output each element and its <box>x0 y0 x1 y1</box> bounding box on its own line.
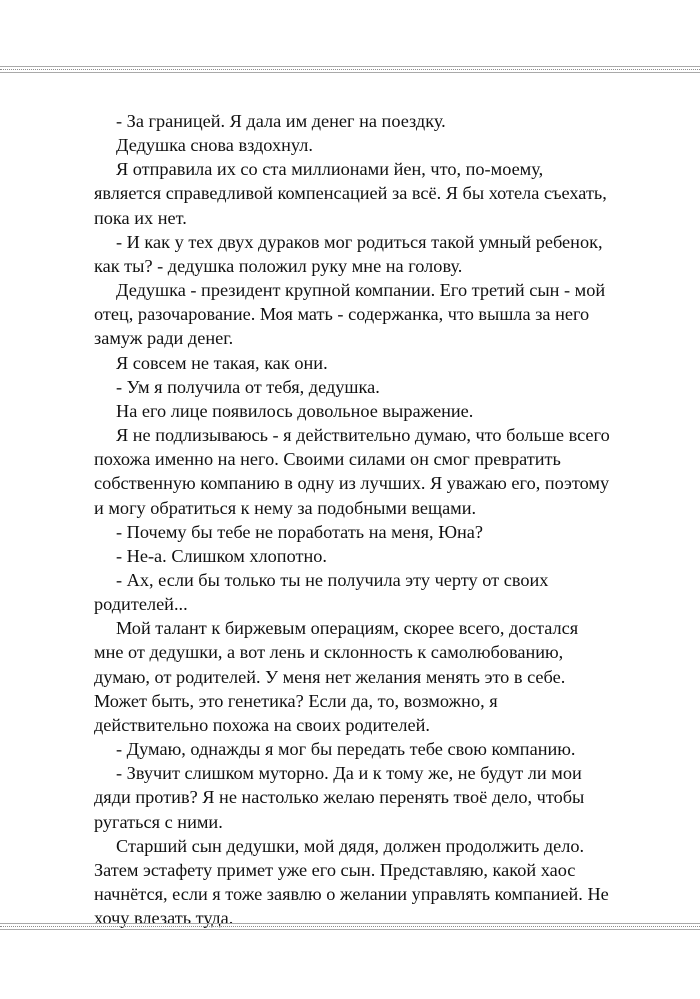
paragraph: Я не подлизываюсь - я действительно думаю, что больше всего похожа именно на него. Своими силами он смог превратить собственную компанию в одну из лучших. Я уважаю его, поэтому и могу обратиться к нему за подобными вещами. <box>94 425 610 518</box>
paragraph: Мой талант к биржевым операциям, скорее всего, достался мне от дедушки, а вот лень и склонность к самолюбованию, думаю, от родителей. У меня нет желания менять это в себе. Может быть, это генетика? Если да, то, возможно, я действительно похожа на своих родителей. <box>94 618 579 735</box>
paragraph: Дедушка - президент крупной компании. Его третий сын - мой отец, разочарование. Моя мать - содержанка, что вышла за него замуж ради денег. <box>94 280 606 349</box>
paragraph: - Думаю, однажды я мог бы передать тебе свою компанию. <box>116 739 576 760</box>
page-body <box>94 109 610 930</box>
paragraph: - Не-а. Слишком хлопотно. <box>116 545 327 566</box>
paragraph: - Ум я получила от тебя, дедушка. <box>116 376 380 397</box>
paragraph: - Звучит слишком муторно. Да и к тому же, не будут ли мои дяди против? Я не настолько желаю перенять твоё дело, чтобы ругаться с ними. <box>94 763 585 832</box>
top-divider <box>0 66 700 73</box>
paragraph: - Ах, если бы только ты не получила эту черту от своих родителей... <box>94 569 549 615</box>
paragraph: На его лице появилось довольное выражение. <box>116 400 474 421</box>
paragraph: Старший сын дедушки, мой дядя, должен продолжить дело. Затем эстафету примет уже его сын. Представляю, какой хаос начнётся, если я тоже заявлю о желании управлять компанией. Не хочу влезать туда. <box>94 835 609 929</box>
paragraph: Я совсем не такая, как они. <box>116 352 328 373</box>
bottom-divider <box>0 923 700 930</box>
paragraph: - Почему бы тебе не поработать на меня, Юна? <box>116 521 483 542</box>
paragraph: - И как у тех двух дураков мог родиться такой умный ребенок, как ты? - дедушка положил руку мне на голову. <box>94 231 603 276</box>
paragraph: Я отправила их со ста миллионами йен, что, по-моему, является справедливой компенсацией за всё. Я бы хотела съехать, пока их нет. <box>94 159 607 228</box>
paragraph: - За границей. Я дала им денег на поездку. <box>116 111 446 131</box>
paragraph: Дедушка снова вздохнул. <box>116 135 313 156</box>
